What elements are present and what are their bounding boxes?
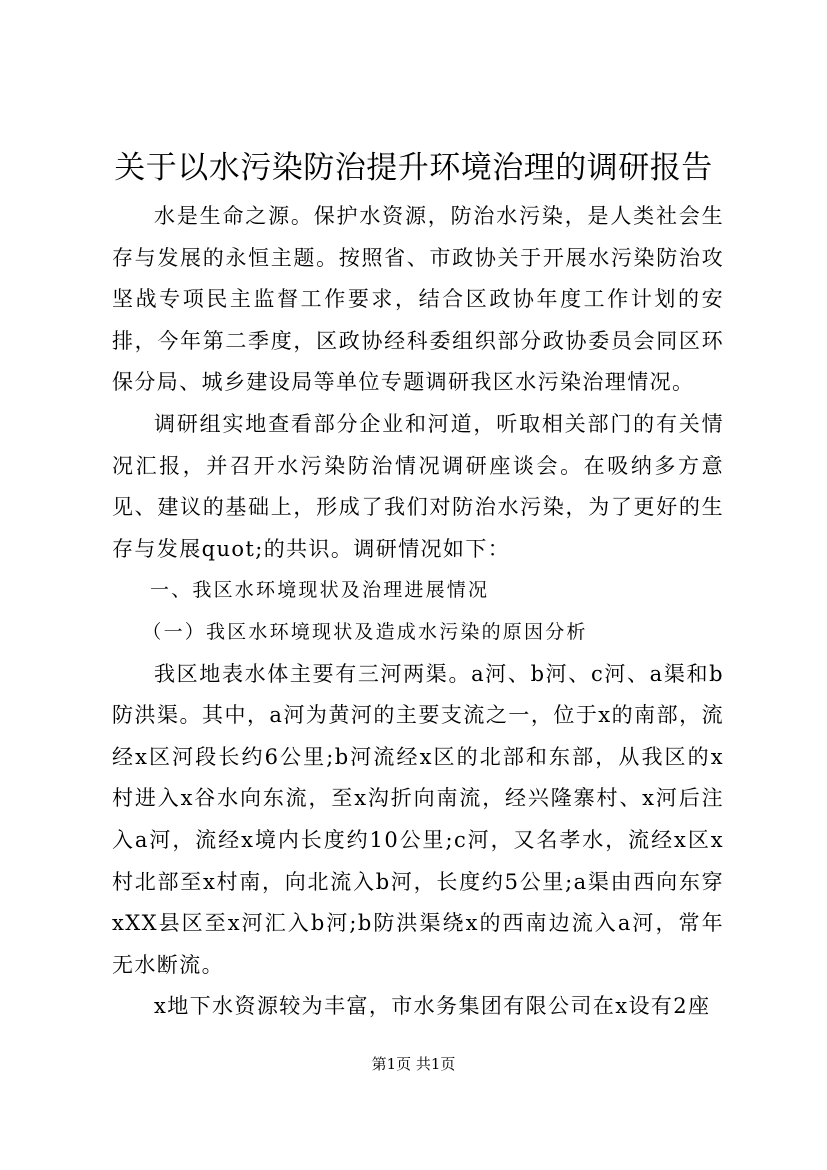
paragraph-survey: 调研组实地查看部分企业和河道，听取相关部门的有关情况汇报，并召开水污染防治情况调研座谈会。在吸纳多方意见、建议的基础上，形成了我们对防治水污染，为了更好的生存与发展quot;的共识。调研情况如下： xyxy=(112,411,724,561)
paragraph-groundwater: x地下水资源较为丰富，市水务集团有限公司在x设有2座 xyxy=(154,994,711,1019)
paragraph-intro: 水是生命之源。保护水资源，防治水污染，是人类社会生存与发展的永恒主题。按照省、市政协关于开展水污染防治攻坚战专项民主监督工作要求，结合区政协年度工作计划的安排，今年第二季度，区政协经科委组织部分政协委员会同区环保分局、城乡建设局等单位专题调研我区水污染治理情况。 xyxy=(112,204,724,395)
document-body xyxy=(112,196,724,1028)
page-footer: 第1页 共1页 xyxy=(371,1055,456,1073)
section-heading: 一、我区水环境现状及治理进展情况 xyxy=(150,579,490,602)
paragraph-surface-water: 我区地表水体主要有三河两渠。a河、b河、c河、a渠和b防洪渠。其中，a河为黄河的主要支流之一，位于x的南部，流经x区河段长约6公里;b河流经x区的北部和东部，从我区的x村进入x谷水向东流，至x沟折向南流，经兴隆寨村、x河后注入a河，流经x境内长度约10公里;c河，又名孝水，流经x区x村北部至x村南，向北流入b河，长度约5公里;a渠由西向东穿xXX县区至x河汇入b河;b防洪渠绕x的西南边流入a河，常年无水断流。 xyxy=(112,661,724,977)
subsection-heading: （一）我区水环境现状及造成水污染的原因分析 xyxy=(142,620,588,643)
document-title: 关于以水污染防治提升环境治理的调研报告 xyxy=(114,150,713,186)
